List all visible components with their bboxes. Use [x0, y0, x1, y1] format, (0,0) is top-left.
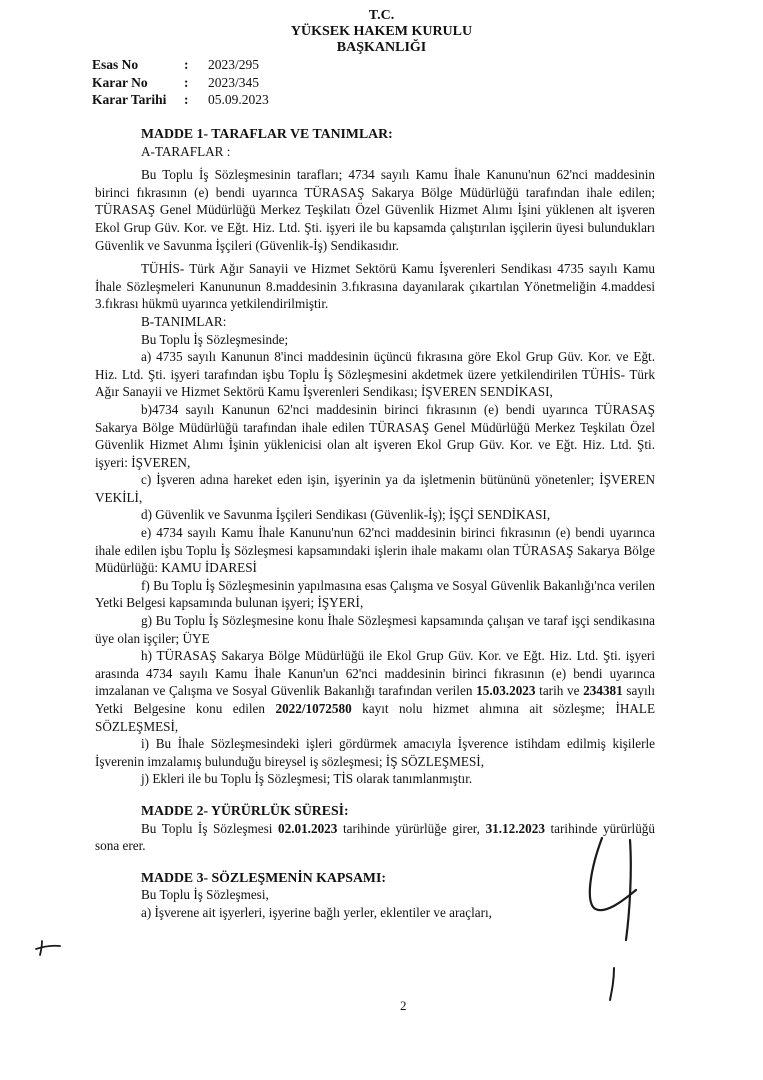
- madde1-b-heading: B-TANIMLAR:: [141, 313, 227, 329]
- madde2-text: [95, 820, 655, 855]
- definition-f: f) Bu Toplu İş Sözleşmesinin yapılmasına esas Çalışma ve Sosyal Güvenlik Bakanlığı'nca verilen Yetki Belgesi kapsamında bulunan işyeri; İŞYERİ,: [95, 577, 655, 611]
- end-date: 31.12.2023: [485, 820, 545, 836]
- madde1-a-heading: A-TARAFLAR :: [141, 143, 231, 159]
- definition-e: e) 4734 sayılı Kamu İhale Kanunu'nun 62'nci maddesinin birinci fıkrasının (e) bendi uyarınca ihale edilen işbu Toplu İş Sözleşmesi kapsamındaki işlerin ihale makamı olan TÜRASAŞ Sakarya Bölge Müdürlüğü: KAMU İDARESİ: [95, 525, 655, 576]
- madde3-item-a: a) İşverene ait işyerleri, işyerine bağlı yerler, eklentiler ve araçları,: [141, 904, 492, 920]
- definition-h-text3: sayılı Yetki Belgesine konu edilen: [95, 683, 655, 716]
- meta-colon: :: [184, 57, 189, 72]
- header-department: BAŞKANLIĞI: [336, 40, 427, 55]
- yetki-belgesi-date: 15.03.2023: [476, 683, 536, 699]
- definition-i: i) Bu İhale Sözleşmesindeki işleri gördürmek amacıyla İşverence istihdam edilmiş kişilerle İşverenin imzalamış bulunduğu bireysel iş sözleşmesi; İŞ SÖZLEŞMESİ,: [95, 736, 655, 769]
- definition-h-text4: kayıt nolu hizmet alımına ait sözleşme; İHALE SÖZLEŞMESİ,: [95, 701, 656, 734]
- definition-h: [95, 647, 655, 735]
- meta-label: Karar Tarihi: [92, 92, 167, 107]
- page-number: 2: [400, 998, 407, 1013]
- meta-value: 2023/345: [208, 74, 260, 90]
- case-meta: [92, 56, 269, 109]
- madde3-title: MADDE 3- SÖZLEŞMENİN KAPSAMI:: [141, 869, 386, 885]
- yetki-belgesi-number: 234381: [583, 683, 623, 699]
- madde1-a-paragraph1: Bu Toplu İş Sözleşmesinin tarafları; 4734 sayılı Kamu İhale Kanunu'nun 62'nci maddesinin birinci fıkrasının (e) bendi uyarınca TÜRASAŞ Sakarya Bölge Müdürlüğü tarafından ihale edilen; TÜRASAŞ Genel Müdürlüğü Merkez Teşkilatı Özel Güvenlik Hizmet Alımı İşini yüklenen alt işveren Ekol Grup Güv. Kor. ve Eğt. Hiz. Ltd. Şti. işyeri ile bu kapsamda çalıştırılan işçilerin üyesi bulundukları Güvenlik ve Savunma İşçileri (Güvenlik-İş) Sendikasıdır.: [95, 167, 655, 253]
- meta-row-esas: [92, 56, 269, 74]
- meta-label: Esas No: [92, 57, 139, 72]
- meta-colon: :: [184, 92, 189, 107]
- definition-c: c) İşveren adına hareket eden işin, işyerinin ya da işletmenin bütününü yönetenler; İŞVEREN VEKİLİ,: [95, 472, 655, 505]
- meta-row-karar-tarihi: [92, 91, 269, 109]
- header-tc: T.C.: [368, 8, 395, 23]
- definition-g: g) Bu Toplu İş Sözleşmesine konu İhale Sözleşmesi kapsamında çalışan ve taraf işçi sendikasına üye olan işçiler; ÜYE: [95, 613, 655, 646]
- definition-h-text1: h) TÜRASAŞ Sakarya Bölge Müdürlüğü ile Ekol Grup Güv. Kor. ve Eğt. Hiz. Ltd. Şti. işyeri arasında 4734 sayılı Kamu İhale Kanun'un 62'nci maddesinin birinci fıkrasının (e) bendi uyarınca imzalanan ve Çalışma ve Sosyal Güvenlik Bakanlığı tarafından verilen: [95, 648, 655, 699]
- definition-h-text2: tarih ve: [535, 683, 584, 699]
- madde1-title: MADDE 1- TARAFLAR VE TANIMLAR:: [141, 126, 393, 141]
- definition-j: j) Ekleri ile bu Toplu İş Sözleşmesi; TİS olarak tanımlanmıştır.: [141, 771, 473, 787]
- meta-value: 2023/295: [208, 57, 260, 72]
- definition-b: b)4734 sayılı Kanunun 62'nci maddesinin birinci fıkrasının (e) bendi uyarınca TÜRASAŞ Sakarya Bölge Müdürlüğü tarafından ihale edilen TÜRASAŞ Genel Müdürlüğü Merkez Teşkilatı Özel Güvenlik Hizmet Alımı İşinin yüklenicisi olan alt işveren Ekol Grup Güv. Kor. ve Eğt. Hiz. Ltd. Şti. işyeri: İŞVEREN,: [95, 401, 655, 470]
- meta-value: 05.09.2023: [208, 92, 269, 107]
- handwritten-signature: [580, 830, 660, 1010]
- madde3-intro: Bu Toplu İş Sözleşmesi,: [141, 887, 269, 903]
- definition-a: a) 4735 sayılı Kanunun 8'inci maddesinin üçüncü fıkrasına göre Ekol Grup Güv. Kor. ve Eğt. Hiz. Ltd. Şti. işyeri tarafından işbu Toplu İş Sözleşmesini akdetmek üzere yetkilendirilen TÜHİS- Türk Ağır Sanayii ve Hizmet Sektörü Kamu İşverenleri Sendikası; İŞVEREN SENDİKASI,: [95, 349, 655, 400]
- kayit-number: 2022/1072580: [275, 701, 352, 716]
- header-institution: YÜKSEK HAKEM KURULU: [290, 24, 473, 39]
- madde2-text1: Bu Toplu İş Sözleşmesi: [141, 820, 278, 836]
- madde2-text3: tarihinde yürürlüğü sona erer.: [95, 820, 655, 854]
- madde1-a-paragraph2: TÜHİS- Türk Ağır Sanayii ve Hizmet Sektörü Kamu İşverenleri Sendikası 4735 sayılı Kamu İhale Sözleşmeleri Kanununun 8.maddesinin 3.fıkrasına dayanılarak çıkartılan Yönetmeliğin 4.maddesi 3.fıkrası hükmü uyarınca yetkilendirilmiştir.: [95, 261, 655, 312]
- meta-row-karar: [92, 74, 269, 92]
- meta-colon: :: [184, 74, 189, 90]
- handwritten-mark: [30, 935, 66, 959]
- document-body: [95, 125, 655, 922]
- madde2-text2: tarihinde yürürlüğe girer,: [337, 820, 486, 836]
- definition-d: d) Güvenlik ve Savunma İşçileri Sendikası (Güvenlik-İş); İŞÇİ SENDİKASI,: [141, 507, 551, 523]
- start-date: 02.01.2023: [278, 820, 338, 836]
- meta-label: Karar No: [92, 74, 148, 90]
- madde1-b-intro: Bu Toplu İş Sözleşmesinde;: [141, 331, 289, 347]
- madde2-title: MADDE 2- YÜRÜRLÜK SÜRESİ:: [141, 802, 349, 818]
